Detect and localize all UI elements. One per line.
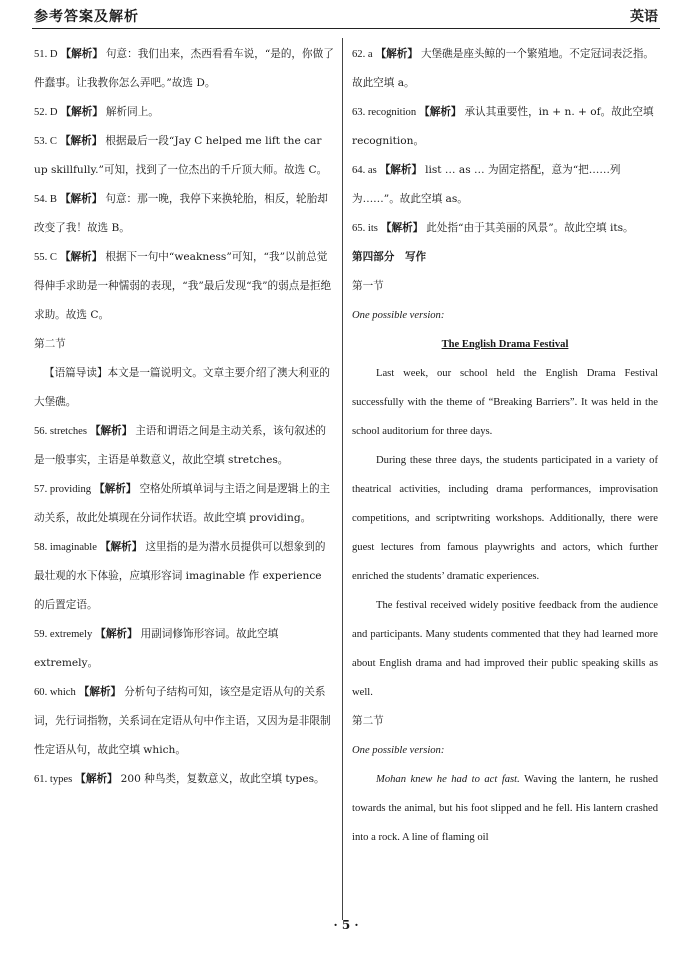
answer-item-57: 57. providing 【解析】 空格处所填单词与主语之间是逻辑上的主动关系，故此处填现在分词作状语。故此空填 providing。 bbox=[34, 483, 331, 524]
essay-paragraph-3: The festival received widely positive feedback from the audience and participants. Many students commented that they had learned more about English drama and had improved their public speaking skills as well. bbox=[352, 600, 658, 698]
answer-item-64: 64. as 【解析】 list … as … 为固定搭配，意为“把……列为……”。故此空填 as。 bbox=[352, 164, 621, 205]
section-heading-2: 第二节 bbox=[352, 715, 384, 727]
answer-item-58: 58. imaginable 【解析】 这里指的是为潜水员提供可以想象到的最壮观的水下体验，应填形容词 imaginable 作 experience 的后置定语。 bbox=[34, 541, 326, 611]
answer-item-65: 65. its 【解析】 此处指“由于其美丽的风景”。故此空填 its。 bbox=[352, 222, 634, 234]
header-title: 参考答案及解析 bbox=[34, 9, 139, 25]
answer-item-63: 63. recognition 【解析】 承认其重要性，in + n. + of。故此空填 recognition。 bbox=[352, 106, 654, 147]
version-label-1: One possible version: bbox=[352, 310, 445, 321]
story-text: Waving the lantern, he rushed towards the animal, but his foot slipped and he fell. His lantern crashed into a rock. A line of flaming oil bbox=[352, 774, 658, 843]
answer-item-59: 59. extremely 【解析】 用副词修饰形容词。故此空填 extremely。 bbox=[34, 628, 279, 669]
page-header bbox=[32, 6, 660, 29]
essay-paragraph-2: During these three days, the students participated in a variety of theatrical activities, including drama performances, improvisation competitions, and scriptwriting workshops. Additionally, there were guest lectures from famous playwrights and actors, which further enriched the students’ dramatic experiences. bbox=[352, 455, 658, 582]
answer-item-62: 62. a 【解析】 大堡礁是座头鲸的一个繁殖地。不定冠词表泛指。故此空填 a。 bbox=[352, 48, 655, 89]
passage-guide: 【语篇导读】本文是一篇说明文。文章主要介绍了澳大利亚的大堡礁。 bbox=[34, 367, 331, 408]
column-divider bbox=[342, 38, 343, 920]
answer-item-55: 55. C 【解析】 根据下一句中“weakness”可知，“我”以前总觉得伸手求助是一种懦弱的表现，“我”最后发现“我”的弱点是拒绝求助。故选 C。 bbox=[34, 251, 332, 321]
answer-item-51: 51. D 【解析】 句意：我们出来，杰西看看车说，“是的，你做了件蠢事。让我教你怎么弄吧。”故选 D。 bbox=[34, 48, 334, 89]
page-number: · 5 · bbox=[333, 918, 359, 932]
essay-title: The English Drama Festival bbox=[441, 339, 569, 350]
right-column bbox=[352, 40, 658, 852]
left-column bbox=[34, 40, 334, 794]
version-label-2: One possible version: bbox=[352, 745, 445, 756]
answer-item-56: 56. stretches 【解析】 主语和谓语之间是主动关系，该句叙述的是一般事实，主语是单数意义，故此空填 stretches。 bbox=[34, 425, 327, 466]
answer-item-53: 53. C 【解析】 根据最后一段“Jay C helped me lift the car up skillfully.”可知，找到了一位杰出的千斤顶大师。故选 C。 bbox=[34, 135, 328, 176]
part-heading: 第四部分 写作 bbox=[352, 251, 427, 263]
story-opening: Mohan knew he had to act fast. bbox=[376, 774, 520, 785]
essay-paragraph-1: Last week, our school held the English Drama Festival successfully with the theme of “Breaking Barriers”. It was held in the school auditorium for three days. bbox=[352, 368, 658, 437]
header-subject: 英语 bbox=[630, 9, 658, 25]
answer-item-54: 54. B 【解析】 句意：那一晚，我停下来换轮胎，相反，轮胎却改变了我！故选 B。 bbox=[34, 193, 328, 234]
section-heading: 第二节 bbox=[34, 338, 66, 350]
answer-item-61: 61. types 【解析】 200 种鸟类，复数意义，故此空填 types。 bbox=[34, 773, 325, 785]
story-paragraph bbox=[352, 765, 658, 852]
answer-item-52: 52. D 【解析】 解析同上。 bbox=[34, 106, 159, 118]
answer-item-60: 60. which 【解析】 分析句子结构可知，该空是定语从句的关系词，先行词指物，关系词在定语从句中作主语，又因为是非限制性定语从句，故此空填 which。 bbox=[34, 686, 331, 756]
section-heading-1: 第一节 bbox=[352, 280, 384, 292]
